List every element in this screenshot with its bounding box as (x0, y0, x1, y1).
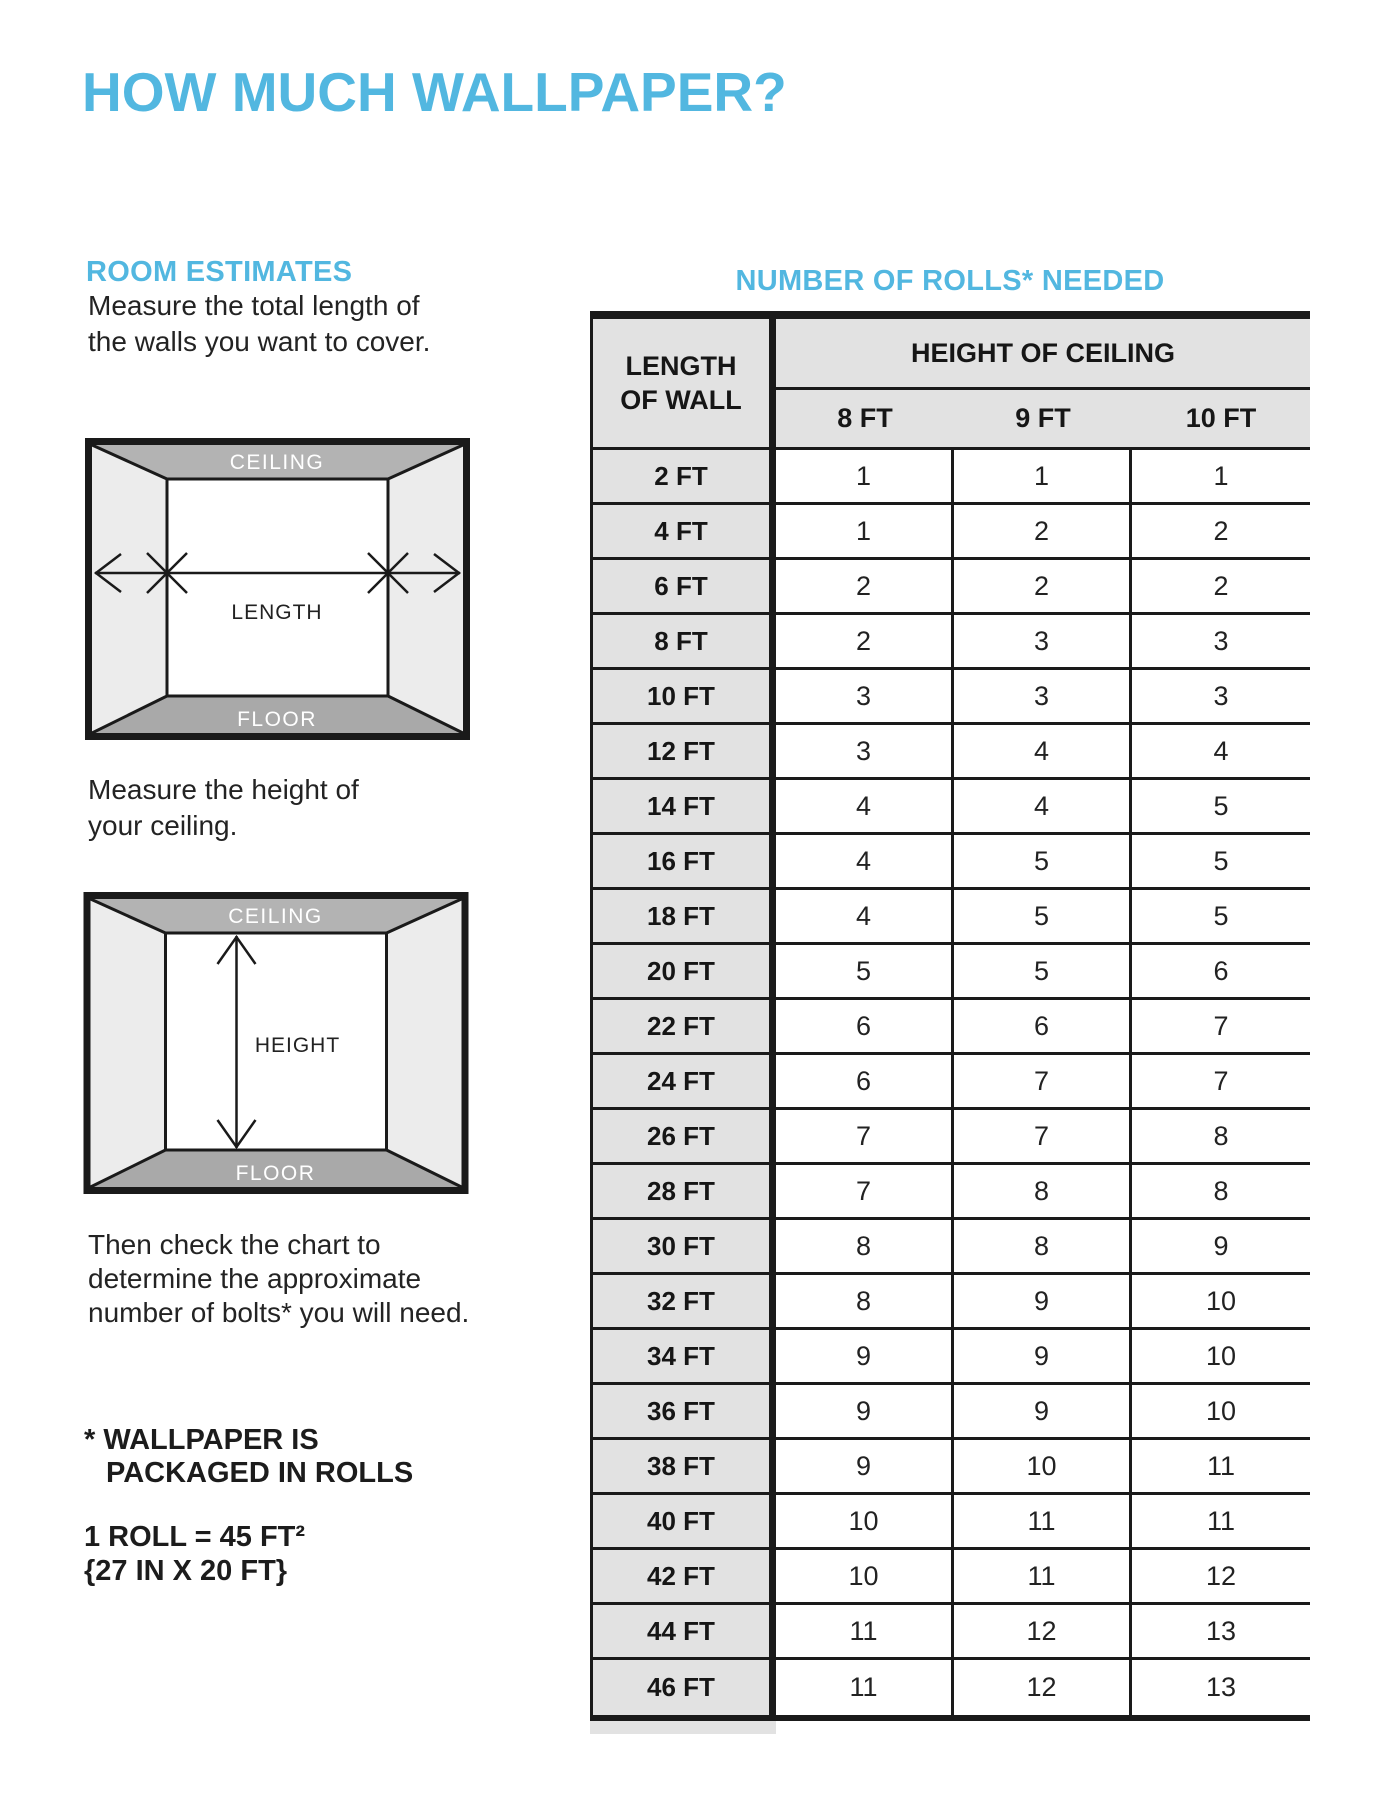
ceiling-height-subheaders (776, 390, 1310, 450)
roll-count-cell: 11 (1206, 1450, 1236, 1481)
roll-count-cell: 10 (1205, 1395, 1237, 1426)
roll-count-cell: 2 (954, 505, 1132, 557)
roll-count-cell: 2 (776, 615, 954, 667)
roll-count-cell: 6 (776, 1000, 954, 1052)
table-row (590, 1220, 1310, 1275)
length-of-wall-header (590, 319, 776, 450)
table-row (590, 1000, 1310, 1055)
right-wall-surface (387, 899, 462, 1187)
table-row (590, 945, 1310, 1000)
ceiling-label: CEILING (229, 451, 325, 474)
roll-count-cell: 8 (954, 1220, 1132, 1272)
room-length-diagram (85, 438, 470, 740)
ceiling-height-header-group (776, 319, 1310, 450)
roll-count-cell: 3 (1213, 680, 1229, 711)
roll-count-cell: 5 (1213, 900, 1229, 931)
roll-count-cell: 8 (776, 1220, 954, 1272)
roll-count-cell: 13 (1205, 1615, 1237, 1646)
wall-length-label: 44 FT (590, 1605, 776, 1657)
header-line: LENGTH (625, 351, 737, 381)
paragraph-line: your ceiling. (88, 810, 238, 841)
column-header-9ft: 9 FT (1015, 403, 1071, 433)
roll-count-cell: 4 (776, 780, 954, 832)
table-row (590, 1495, 1310, 1550)
wall-length-label: 12 FT (590, 725, 776, 777)
roll-count-cell: 9 (776, 1330, 954, 1382)
roll-count-cell: 10 (954, 1440, 1132, 1492)
wall-length-label: 4 FT (590, 505, 776, 557)
page-title: HOW MUCH WALLPAPER? (82, 61, 787, 123)
roll-count-cell: 11 (776, 1660, 954, 1715)
table-body (590, 450, 1310, 1721)
room-estimates-heading: ROOM ESTIMATES (86, 256, 353, 288)
table-row (590, 1385, 1310, 1440)
roll-count-cell: 4 (954, 780, 1132, 832)
table-row (590, 1055, 1310, 1110)
check-chart-paragraph (88, 1228, 469, 1330)
table-header (590, 319, 1310, 450)
measure-length-paragraph (88, 288, 430, 360)
roll-count-cell: 8 (1213, 1120, 1229, 1151)
roll-count-cell: 3 (776, 670, 954, 722)
header-line: OF WALL (620, 385, 742, 415)
wall-length-label: 14 FT (590, 780, 776, 832)
wall-length-label: 20 FT (590, 945, 776, 997)
paragraph-line: Measure the height of (88, 774, 359, 805)
wall-length-label: 46 FT (590, 1660, 776, 1715)
wall-length-label: 36 FT (590, 1385, 776, 1437)
roll-count-cell: 9 (776, 1440, 954, 1492)
height-label: HEIGHT (254, 1034, 341, 1057)
roll-count-cell: 7 (954, 1110, 1132, 1162)
roll-count-cell: 8 (776, 1275, 954, 1327)
table-row (590, 1165, 1310, 1220)
roll-count-cell: 2 (776, 560, 954, 612)
roll-count-cell: 11 (1206, 1505, 1236, 1536)
table-row (590, 890, 1310, 945)
roll-count-cell: 1 (776, 450, 954, 502)
roll-count-cell: 2 (1213, 570, 1229, 601)
table-row (590, 1660, 1310, 1715)
roll-count-cell: 8 (1213, 1175, 1229, 1206)
roll-count-cell: 5 (954, 835, 1132, 887)
wall-length-label: 32 FT (590, 1275, 776, 1327)
rolls-table (590, 311, 1310, 1721)
length-label: LENGTH (231, 601, 323, 624)
roll-count-cell: 7 (776, 1165, 954, 1217)
paragraph-line: determine the approximate (88, 1263, 422, 1294)
wall-length-label: 38 FT (590, 1440, 776, 1492)
roll-count-cell: 8 (954, 1165, 1132, 1217)
roll-count-cell: 10 (1205, 1340, 1237, 1371)
roll-count-cell: 10 (776, 1495, 954, 1547)
wall-length-label: 42 FT (590, 1550, 776, 1602)
roll-count-cell: 12 (954, 1605, 1132, 1657)
roll-count-cell: 3 (954, 615, 1132, 667)
paragraph-line: Measure the total length of (88, 290, 420, 321)
roll-count-cell: 7 (1213, 1065, 1229, 1096)
roll-count-cell: 10 (776, 1550, 954, 1602)
paragraph-line: Then check the chart to (88, 1229, 381, 1260)
roll-count-cell: 5 (1213, 845, 1229, 876)
wall-length-label: 2 FT (590, 450, 776, 502)
table-row (590, 1275, 1310, 1330)
roll-count-cell: 9 (954, 1385, 1132, 1437)
roll-count-cell: 6 (954, 1000, 1132, 1052)
roll-count-cell: 5 (776, 945, 954, 997)
wall-length-label: 34 FT (590, 1330, 776, 1382)
paragraph-line: number of bolts* you will need. (88, 1297, 470, 1328)
wall-length-label: 22 FT (590, 1000, 776, 1052)
floor-label: FLOOR (237, 708, 317, 731)
measure-height-paragraph (88, 772, 359, 844)
ceiling-label: CEILING (228, 905, 323, 928)
right-wall-surface (388, 445, 463, 733)
roll-count-cell: 9 (776, 1385, 954, 1437)
roll-count-cell: 10 (1205, 1285, 1237, 1316)
wall-length-label: 26 FT (590, 1110, 776, 1162)
wall-length-label: 40 FT (590, 1495, 776, 1547)
roll-count-cell: 12 (954, 1660, 1132, 1715)
rolls-footnote (84, 1424, 413, 1490)
wall-length-label: 10 FT (590, 670, 776, 722)
table-row (590, 1110, 1310, 1165)
wall-length-label: 8 FT (590, 615, 776, 667)
roll-count-cell: 5 (954, 890, 1132, 942)
paragraph-line: the walls you want to cover. (88, 326, 431, 357)
footnote-line: PACKAGED IN ROLLS (106, 1457, 414, 1489)
table-row (590, 615, 1310, 670)
roll-count-cell: 7 (776, 1110, 954, 1162)
left-wall-surface (91, 899, 166, 1187)
roll-count-cell: 11 (776, 1605, 954, 1657)
wall-length-label: 30 FT (590, 1220, 776, 1272)
roll-count-cell: 12 (1205, 1560, 1237, 1591)
wall-length-label: 28 FT (590, 1165, 776, 1217)
roll-count-cell: 4 (776, 835, 954, 887)
roll-count-cell: 9 (1213, 1230, 1229, 1261)
roll-count-cell: 7 (1213, 1010, 1229, 1041)
roll-count-cell: 13 (1205, 1672, 1237, 1702)
table-row (590, 560, 1310, 615)
rolls-needed-heading: NUMBER OF ROLLS* NEEDED (735, 265, 1165, 297)
roll-count-cell: 9 (954, 1330, 1132, 1382)
wall-length-label: 16 FT (590, 835, 776, 887)
table-row (590, 450, 1310, 505)
left-wall-surface (92, 445, 167, 733)
table-row (590, 505, 1310, 560)
table-row (590, 1330, 1310, 1385)
table-row (590, 725, 1310, 780)
table-footer-stub (590, 1721, 776, 1734)
roll-count-cell: 2 (954, 560, 1132, 612)
roll-count-cell: 1 (954, 450, 1132, 502)
roll-count-cell: 6 (776, 1055, 954, 1107)
wall-length-label: 6 FT (590, 560, 776, 612)
wall-length-label: 18 FT (590, 890, 776, 942)
roll-count-cell: 1 (776, 505, 954, 557)
column-header-10ft: 10 FT (1185, 403, 1257, 433)
table-row (590, 1605, 1310, 1660)
height-of-ceiling-header: HEIGHT OF CEILING (776, 319, 1310, 390)
roll-count-cell: 4 (954, 725, 1132, 777)
roll-count-cell: 3 (954, 670, 1132, 722)
back-wall-surface (167, 479, 388, 696)
roll-count-cell: 3 (776, 725, 954, 777)
table-row (590, 1550, 1310, 1605)
column-header-8ft: 8 FT (837, 403, 893, 433)
table-row (590, 780, 1310, 835)
roll-count-cell: 6 (1213, 955, 1229, 986)
roll-count-cell: 3 (1213, 625, 1229, 656)
footnote-line: * WALLPAPER IS (84, 1424, 319, 1456)
roll-count-cell: 5 (954, 945, 1132, 997)
floor-label: FLOOR (235, 1162, 316, 1185)
room-height-diagram (82, 892, 470, 1194)
table-row (590, 670, 1310, 725)
table-row (590, 835, 1310, 890)
wall-length-label: 24 FT (590, 1055, 776, 1107)
roll-count-cell: 4 (1213, 735, 1229, 766)
roll-count-cell: 11 (954, 1550, 1132, 1602)
roll-size-line: {27 IN X 20 FT} (84, 1555, 288, 1587)
roll-size-info (84, 1520, 305, 1588)
roll-count-cell: 5 (1213, 790, 1229, 821)
roll-count-cell: 9 (954, 1275, 1132, 1327)
roll-count-cell: 11 (954, 1495, 1132, 1547)
roll-size-line: 1 ROLL = 45 FT² (84, 1521, 306, 1553)
roll-count-cell: 1 (1213, 460, 1229, 491)
roll-count-cell: 7 (954, 1055, 1132, 1107)
roll-count-cell: 2 (1213, 515, 1229, 546)
roll-count-cell: 4 (776, 890, 954, 942)
table-row (590, 1440, 1310, 1495)
